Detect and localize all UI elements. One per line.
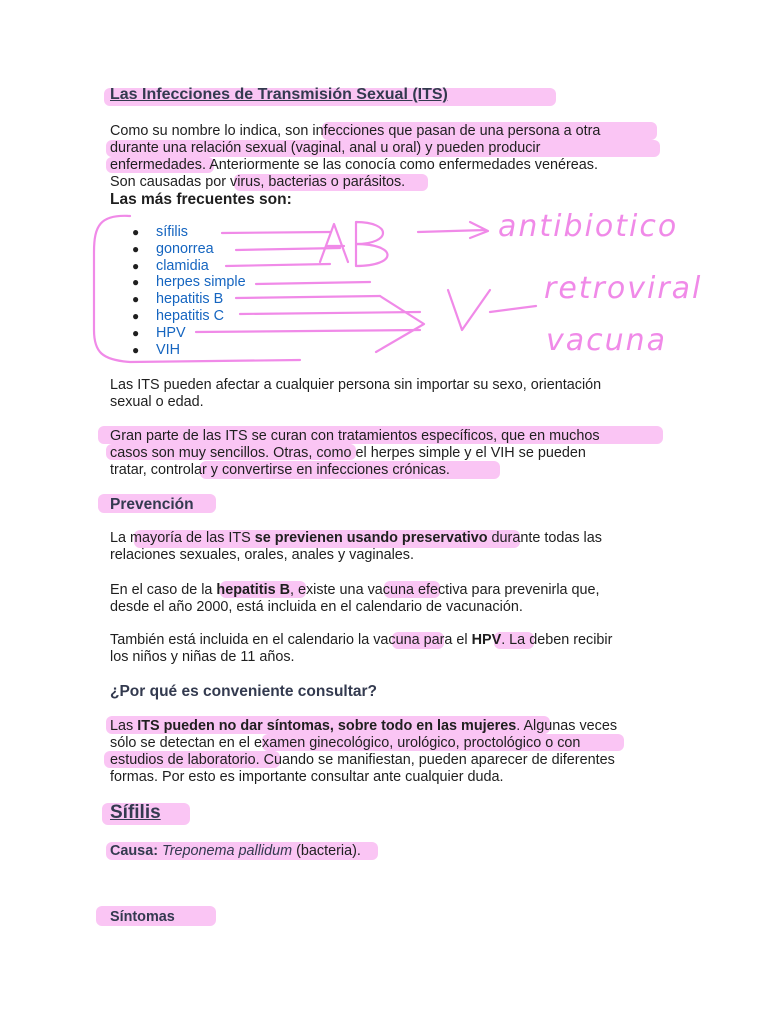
list-item-label: VIH <box>156 341 180 358</box>
bullet-icon: ● <box>132 275 140 290</box>
prev1-text-b: se previenen usando preservativo <box>254 530 488 546</box>
bullet-icon: ● <box>132 241 140 256</box>
annotation-retroviral: retroviral <box>544 271 703 306</box>
prev1-text-c: durante todas las <box>487 530 602 546</box>
consultar-text-b: ITS pueden no dar síntomas, sobre todo en las mujeres <box>137 718 517 734</box>
bullet-icon: ● <box>132 308 140 323</box>
intro-line-1: Como su nombre lo indica, son infecciones que pasan de una persona a otra <box>110 123 601 139</box>
pointer-line <box>240 312 420 314</box>
pointer-line <box>226 264 330 266</box>
consultar-text-a: Las <box>110 718 138 734</box>
prev2-text-c: , existe una vacuna efectiva para prevenirla que, <box>289 582 600 598</box>
list-item-label: HPV <box>156 324 186 341</box>
prev1-line-2: relaciones sexuales, orales, anales y vaginales. <box>110 547 414 563</box>
list-item-label: herpes simple <box>156 274 246 291</box>
consultar-line-2: sólo se detectan en el examen ginecológico, urológico, proctológico o con <box>110 735 581 751</box>
arrow-to-retroviral <box>490 306 536 312</box>
afectar-line-2: sexual o edad. <box>110 394 204 410</box>
curan-line-3: tratar, controlar y convertirse en infecciones crónicas. <box>110 462 450 478</box>
prev1-text-a: La mayoría de las ITS <box>110 530 255 546</box>
list-item-label: sífilis <box>156 224 188 240</box>
prevencion-heading: Prevención <box>110 496 194 513</box>
pointer-line <box>236 296 380 298</box>
list-item-label: clamidia <box>156 257 209 274</box>
causa-label: Causa: <box>110 843 158 859</box>
curan-line-1: Gran parte de las ITS se curan con tratamientos específicos, que en muchos <box>110 428 600 444</box>
arrow-head <box>376 296 424 352</box>
sifilis-heading: Sífilis <box>110 802 161 823</box>
bullet-icon: ● <box>132 325 140 340</box>
consultar-line-4: formas. Por esto es importante consultar ante cualquier duda. <box>110 769 504 785</box>
annotation-vacuna: vacuna <box>546 323 668 358</box>
bullet-icon: ● <box>132 258 140 273</box>
pointer-line <box>256 282 370 284</box>
causa-name: Treponema pallidum <box>162 843 293 859</box>
prev3-line-2: los niños y niñas de 11 años. <box>110 649 295 665</box>
prev2-text-b: hepatitis B <box>216 582 290 598</box>
list-item-label: gonorrea <box>156 240 214 257</box>
list-item-label: hepatitis B <box>156 291 224 308</box>
bullet-icon: ● <box>132 225 140 239</box>
bullet-icon: ● <box>132 292 140 307</box>
letter-a <box>320 224 348 262</box>
prev3-text-b: HPV <box>471 632 502 648</box>
consultar-heading: ¿Por qué es conveniente consultar? <box>110 683 378 700</box>
list-item-label: hepatitis C <box>156 307 224 324</box>
causa-rest: (bacteria). <box>292 843 361 859</box>
prev3-text-a: También está incluida en el calendario la vacuna para el <box>110 632 472 648</box>
prev3-text-c: . La deben recibir <box>501 632 613 648</box>
check-mark <box>448 290 490 330</box>
curan-line-2: casos son muy sencillos. Otras, como el herpes simple y el VIH se pueden <box>110 445 586 461</box>
intro-line-3: enfermedades. Anteriormente se las conocía como enfermedades venéreas. <box>110 157 598 173</box>
prev2-text-a: En el caso de la <box>110 582 217 598</box>
pointer-line <box>222 232 330 233</box>
pointer-line <box>196 330 420 332</box>
sintomas-heading: Síntomas <box>110 909 175 925</box>
consultar-line-3: estudios de laboratorio. Cuando se manifiestan, pueden aparecer de diferentes <box>110 752 615 768</box>
consultar-text-c: . Algunas veces <box>516 718 618 734</box>
page-title: Las Infecciones de Transmisión Sexual (ITS) <box>110 86 448 103</box>
arrow-to-antibiotico <box>418 222 488 238</box>
letter-b <box>356 222 388 266</box>
afectar-line-1: Las ITS pueden afectar a cualquier persona sin importar su sexo, orientación <box>110 377 602 393</box>
frecuentes-heading: Las más frecuentes son: <box>110 191 292 208</box>
bracket-stroke <box>94 216 300 362</box>
intro-line-2: durante una relación sexual (vaginal, anal u oral) y pueden producir <box>110 140 541 156</box>
intro-line-4: Son causadas por virus, bacterias o parásitos. <box>110 174 406 190</box>
bullet-icon: ● <box>132 342 140 357</box>
annotation-antibiotico: antibiotico <box>498 209 679 244</box>
prev2-line-2: desde el año 2000, está incluida en el calendario de vacunación. <box>110 599 523 615</box>
